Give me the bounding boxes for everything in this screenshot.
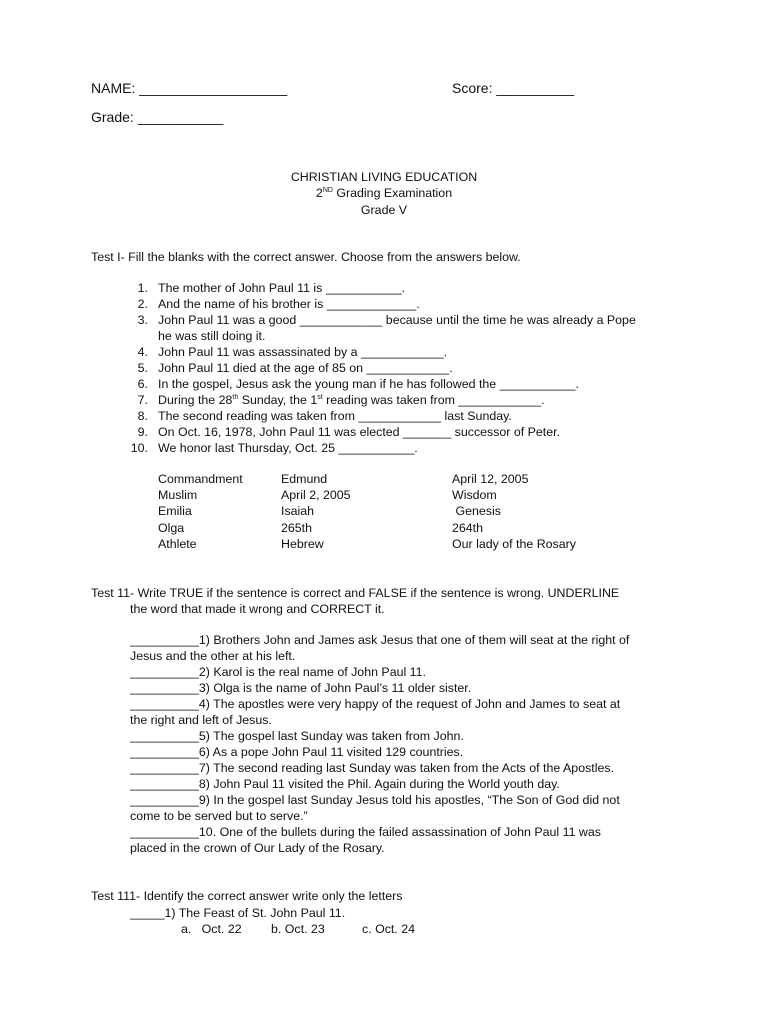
test2-item: __________8) John Paul 11 visited the Phil. Again during the World youth day. <box>130 777 560 791</box>
score-field: Score: __________ <box>452 80 575 96</box>
answer-choice: Genesis <box>452 504 501 519</box>
grading-number: 2 <box>315 186 323 200</box>
answer-choice: April 12, 2005 <box>452 472 529 486</box>
test1-item: John Paul 11 was a good ____________ because until the time he was already a Pope <box>158 313 636 327</box>
answer-choice: 265th <box>281 520 313 535</box>
test1-item: We honor last Thursday, Oct. 25 ___________. <box>158 441 418 455</box>
item-text-part: reading was taken from ____________. <box>322 393 545 407</box>
option-c: c. Oct. 24 <box>362 922 416 936</box>
item-number: 6. <box>137 377 148 391</box>
item-number: 7. <box>137 393 148 407</box>
answer-choice: Olga <box>158 520 185 535</box>
answer-choice: Athlete <box>158 536 197 551</box>
test2-item: __________3) Olga is the name of John Paul’s 11 older sister. <box>130 681 472 695</box>
item-text-part: During the 28 <box>158 393 233 407</box>
item-number: 5. <box>137 361 148 375</box>
item-number: 3. <box>137 313 148 327</box>
answer-choice: 264th <box>452 520 484 535</box>
grading-text: Grading Examination <box>332 186 453 200</box>
test2-item: __________4) The apostles were very happy of the request of John and James to seat at <box>130 697 621 711</box>
item-number: 8. <box>137 409 148 423</box>
test1-item: John Paul 11 died at the age of 85 on ____________. <box>158 361 453 375</box>
answer-choice: Commandment <box>158 472 243 486</box>
test2-item: __________6) As a pope John Paul 11 visited 129 countries. <box>130 745 464 759</box>
item-number: 4. <box>137 345 148 359</box>
item-number: 1. <box>137 281 148 295</box>
test2-item-continuation: the right and left of Jesus. <box>130 713 272 727</box>
test1-instruction: Test I- Fill the blanks with the correct answer. Choose from the answers below. <box>91 250 521 264</box>
item-number: 2. <box>137 297 148 311</box>
test2-item-continuation: come to be served but to serve.” <box>130 809 308 823</box>
test2-item: __________2) Karol is the real name of John Paul 11. <box>130 665 426 679</box>
test2-item: __________1) Brothers John and James ask Jesus that one of them will seat at the right of <box>130 633 630 647</box>
exam-grading-title <box>0 185 768 201</box>
test2-item: __________5) The gospel last Sunday was taken from John. <box>130 729 464 743</box>
test2-instruction: Test 11- Write TRUE if the sentence is correct and FALSE if the sentence is wrong. UNDERLINE <box>91 586 620 600</box>
test2-item-continuation: placed in the crown of Our Lady of the Rosary. <box>130 841 385 855</box>
exam-subject-title: CHRISTIAN LIVING EDUCATION <box>290 170 478 184</box>
grade-field: Grade: ___________ <box>91 109 224 125</box>
test1-item: The second reading was taken from ____________ last Sunday. <box>158 409 512 423</box>
answer-choice: Muslim <box>158 488 198 503</box>
test1-item: And the name of his brother is _____________. <box>158 297 420 311</box>
answer-choice: Hebrew <box>281 536 324 551</box>
grading-ordinal: ND <box>322 187 333 194</box>
test1-item-continuation: he was still doing it. <box>158 329 266 343</box>
test1-item <box>158 392 545 408</box>
answer-choice: Edmund <box>281 472 328 486</box>
option-a: a. Oct. 22 <box>181 922 242 936</box>
test2-item: __________10. One of the bullets during the failed assassination of John Paul 11 was <box>130 825 601 839</box>
item-number: 9. <box>137 425 148 439</box>
answer-choice: Our lady of the Rosary <box>452 536 576 551</box>
item-number: 10. <box>130 441 148 455</box>
test2-item-continuation: Jesus and the other at his left. <box>130 649 296 663</box>
test3-question: _____1) The Feast of St. John Paul 11. <box>130 906 346 920</box>
test2-item: __________7) The second reading last Sunday was taken from the Acts of the Apostles. <box>130 761 615 775</box>
ordinal-suffix: th <box>232 394 239 401</box>
test2-instruction-continuation: the word that made it wrong and CORRECT it. <box>130 602 385 616</box>
answer-choice: Isaiah <box>281 504 315 519</box>
answer-choice: April 2, 2005 <box>281 488 351 503</box>
ordinal-suffix: st <box>317 394 323 401</box>
test1-item: John Paul 11 was assassinated by a ____________. <box>158 345 448 359</box>
test1-item: The mother of John Paul 11 is ___________. <box>158 281 406 295</box>
answer-choice: Wisdom <box>452 488 497 503</box>
test1-item: On Oct. 16, 1978, John Paul 11 was elected _______ successor of Peter. <box>158 425 561 439</box>
name-field: NAME: ___________________ <box>91 80 288 96</box>
test2-item: __________9) In the gospel last Sunday Jesus told his apostles, “The Son of God did not <box>130 793 620 807</box>
answer-choice: Emilia <box>158 504 192 519</box>
item-text-part: Sunday, the 1 <box>238 393 318 407</box>
exam-grade-level: Grade V <box>360 203 408 217</box>
option-b: b. Oct. 23 <box>271 922 325 936</box>
test3-instruction: Test 111- Identify the correct answer write only the letters <box>91 889 403 903</box>
test1-item: In the gospel, Jesus ask the young man if he has followed the ___________. <box>158 377 579 391</box>
